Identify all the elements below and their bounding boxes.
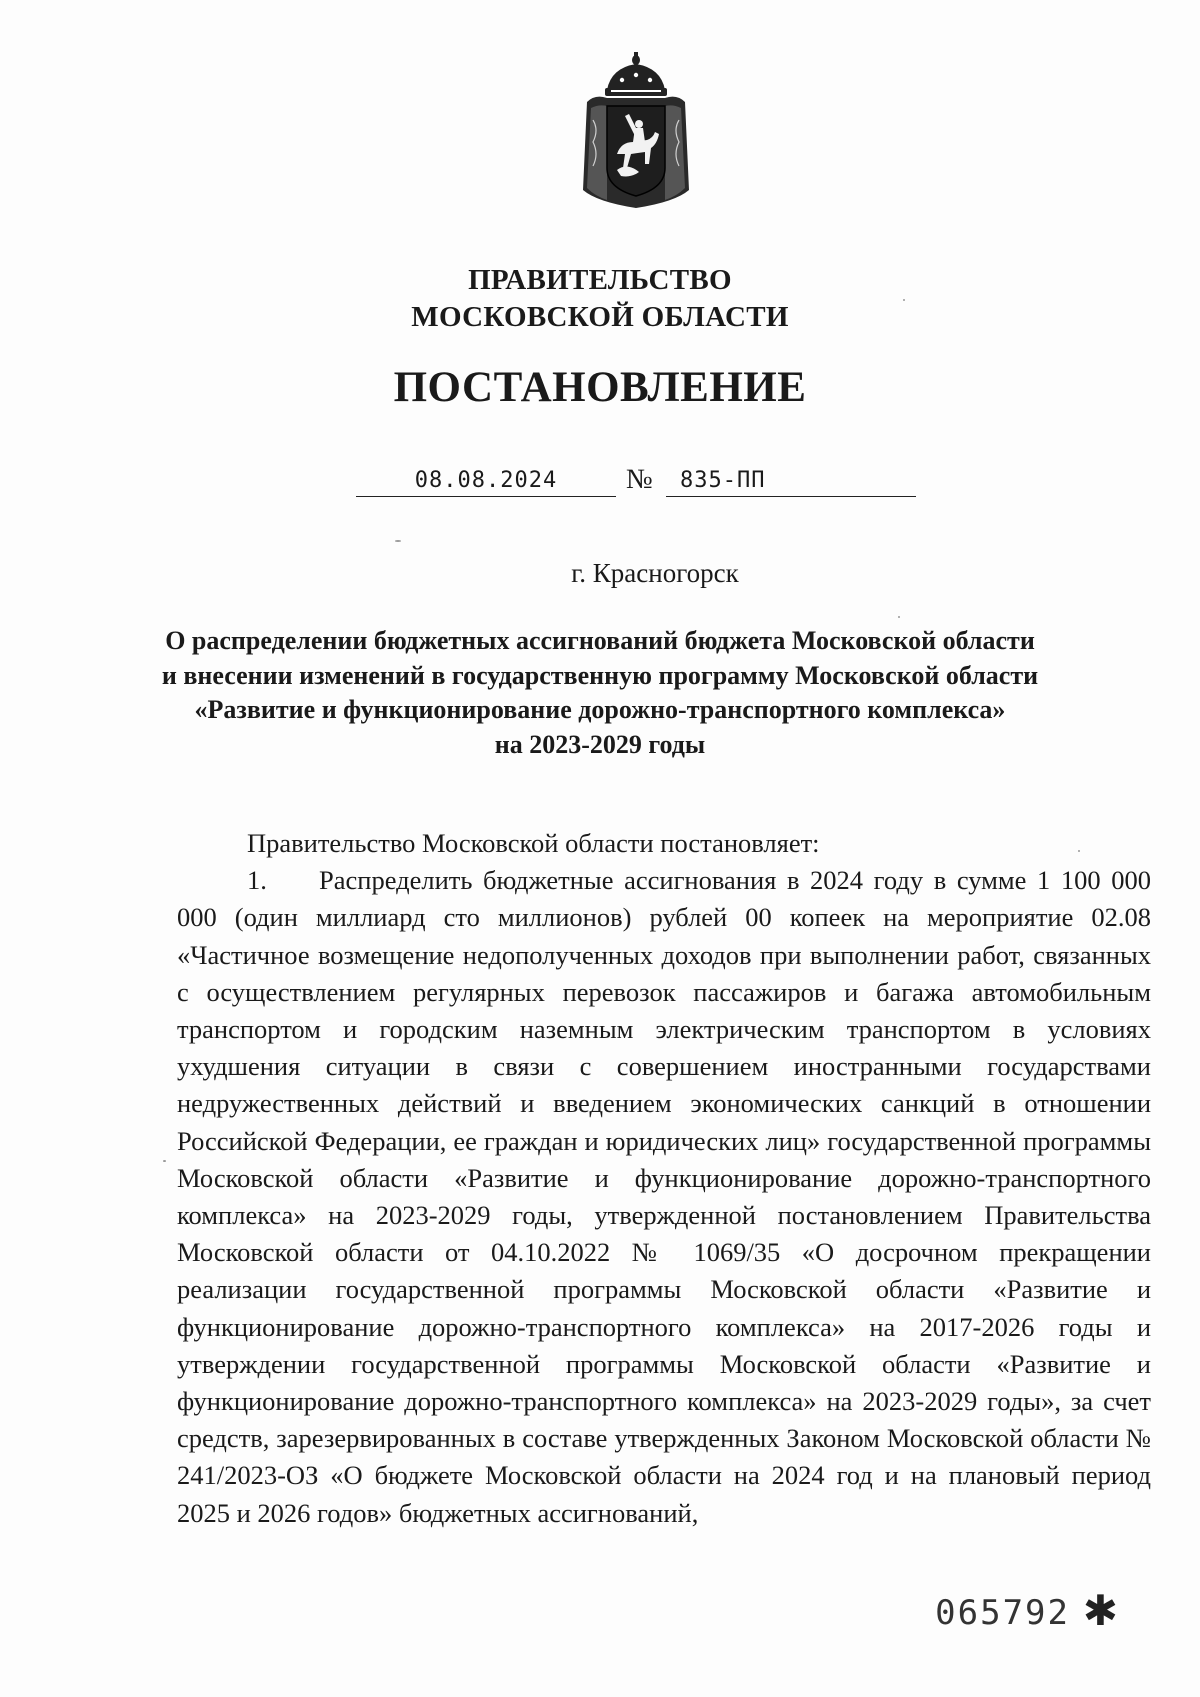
subject-line: и внесении изменений в государственную программу Московской области <box>161 660 1039 690</box>
scan-speck <box>395 540 401 542</box>
clause-1 <box>177 862 1151 1532</box>
scan-speck <box>903 299 905 301</box>
scan-speck <box>1078 850 1080 852</box>
serial-number: 065792 <box>935 1593 1070 1633</box>
clause-number: 1. <box>247 865 267 896</box>
subject-line: на 2023-2029 годы <box>494 729 706 759</box>
document-subject <box>150 624 1050 762</box>
government-name-line1: ПРАВИТЕЛЬСТВО <box>468 264 732 296</box>
city-of-issue: г. Красногорск <box>571 558 739 588</box>
document-type-title: ПОСТАНОВЛЕНИЕ <box>393 364 807 411</box>
scan-speck <box>163 1160 166 1162</box>
document-number: 835-ПП <box>666 466 916 497</box>
preamble: Правительство Московской области постановляет: <box>247 828 820 858</box>
asterisk-icon: ✱ <box>1082 1586 1118 1635</box>
subject-line: «Развитие и функционирование дорожно-транспортного комплекса» <box>194 695 1006 724</box>
clause-text: Распределить бюджетные ассигнования в 2024 году в сумме 1 100 000 000 (один миллиард сто миллионов) рублей 00 копеек на мероприятие 02.08 «Частичное возмещение недополученных доходов при выполнении работ, связанных с осуществлением регулярных перевозок пассажиров и багажа автомобильным транспортом и городским наземным электрическим транспортом в условиях ухудшения ситуации в связи с совершением иностранными государствами недружественных действий и введением экономических санкций в отношении Российской Федерации, ее граждан и юридических лиц» государственной программы Московской области «Развитие и функционирование дорожно-транспортного комплекса» на 2023-2029 годы, утвержденной постановлением Правительства Московской области от 04.10.2022 № 1069/35 «О досрочном прекращении реализации государственной программы Московской области «Развитие и функционирование дорожно-транспортного комплекса» на 2017-2026 годы и утверждении государственной программы Московской области «Развитие и функционирование дорожно-транспортного комплекса» на 2023-2029 годы», за счет средств, зарезервированных в составе утвержденных Законом Московской области № 241/2023-ОЗ «О бюджете Московской области на 2024 год и на плановый период 2025 и 2026 годов» бюджетных ассигнований, <box>177 865 1151 1528</box>
subject-line: О распределении бюджетных ассигнований бюджета Московской области <box>165 626 1035 655</box>
number-sign: № <box>626 464 653 495</box>
document-body <box>177 825 1151 1532</box>
document-date: 08.08.2024 <box>356 466 616 497</box>
scan-speck <box>898 616 900 618</box>
moscow-oblast-coat-of-arms-icon <box>577 50 695 212</box>
government-name-line2: МОСКОВСКОЙ ОБЛАСТИ <box>411 301 789 333</box>
registration-line <box>356 466 916 506</box>
